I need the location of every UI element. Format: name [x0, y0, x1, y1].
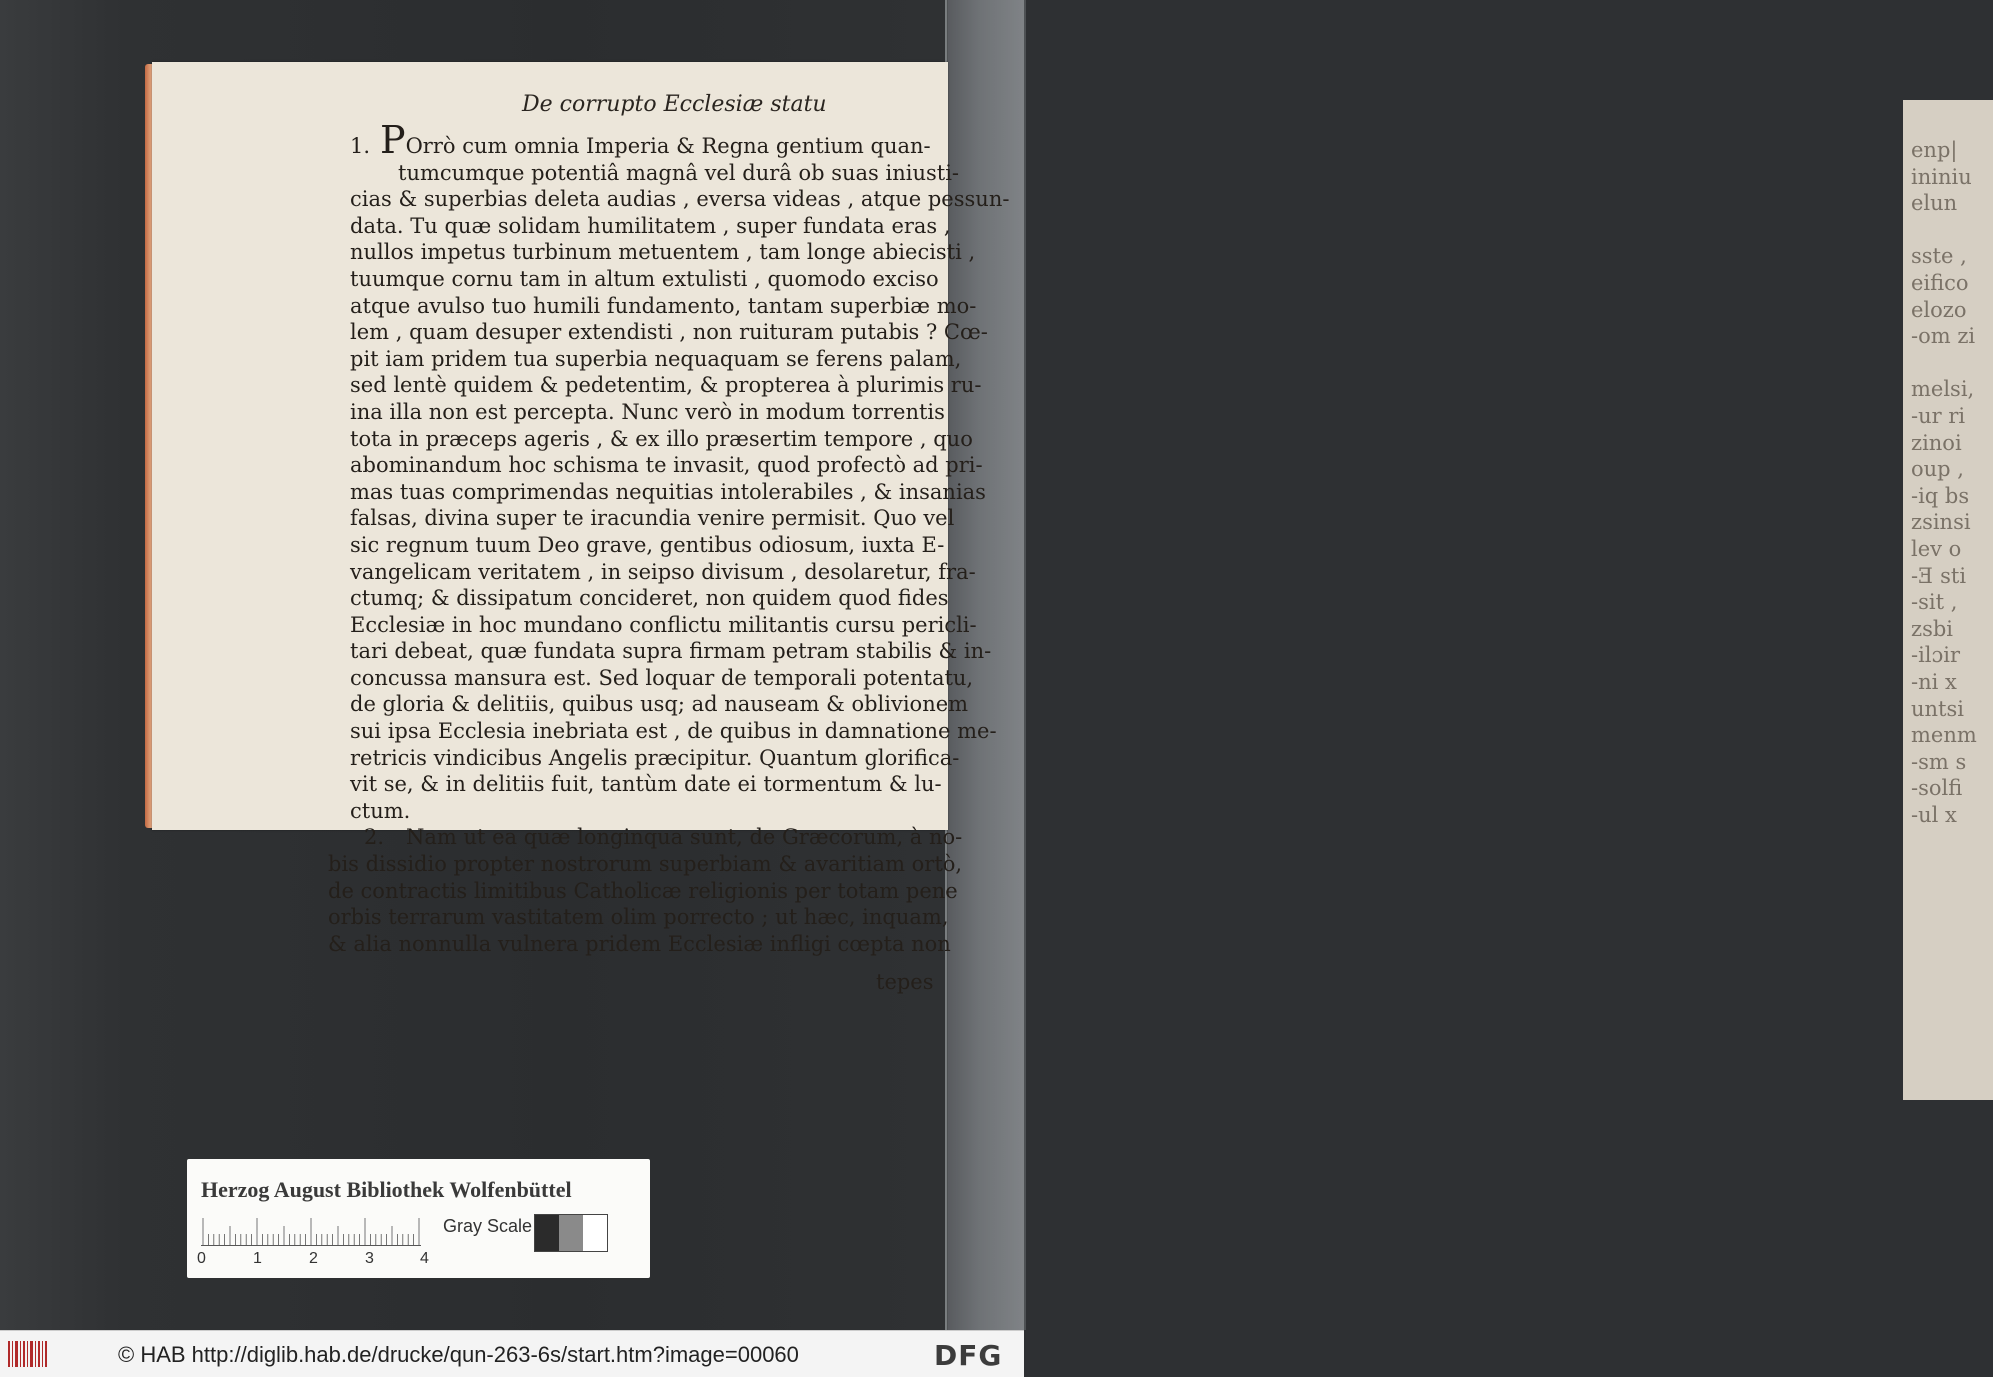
text-line: [350, 266, 950, 293]
text-line: [350, 452, 983, 479]
line-text: sic regnum tuum Deo grave, gentibus odiosum, iuxta E-: [350, 532, 945, 557]
ruler: [201, 1218, 421, 1246]
line-text: Nam ut ea quæ longinqua sunt, de Græcorum, à no-: [406, 825, 963, 850]
library-label-card: [187, 1159, 650, 1278]
ghost-text-line: -iq bs: [1911, 483, 1970, 508]
paragraph-number: 2.: [364, 825, 385, 850]
ghost-text-line: -ul x: [1911, 803, 1957, 827]
text-line: [350, 293, 977, 320]
ghost-text-line: -ni x: [1911, 670, 1957, 694]
line-text: tumcumque potentiâ magnâ vel durâ ob suas iniusti-: [398, 160, 960, 185]
text-line: [350, 186, 1010, 213]
text-line: [350, 824, 963, 851]
dfg-logo: DFG: [934, 1339, 1003, 1372]
catchword: tepes: [876, 970, 934, 994]
ghost-text-line: -sit ,: [1911, 590, 1958, 615]
text-line: [350, 160, 960, 187]
text-line: [350, 399, 950, 426]
line-text: ctumq; & dissipatum concideret, non quidem quod fides: [350, 586, 949, 611]
line-text: tota in præceps ageris , & ex illo præsertim tempore , quo: [350, 426, 973, 451]
swatch-light: [583, 1215, 607, 1251]
viewer-footer: [0, 1330, 1024, 1377]
ghost-text-line: -ur ri: [1911, 404, 1966, 428]
line-text: bis dissidio propter nostrorum superbiam & avaritiam ortò,: [328, 852, 963, 877]
text-line: [328, 931, 950, 958]
ghost-text-line: elozo: [1911, 297, 1967, 322]
line-text: ctum.: [350, 798, 411, 823]
text-line: [350, 426, 973, 453]
ghost-text-line: sste ,: [1911, 244, 1967, 269]
ghost-text-line: zsbi: [1911, 616, 1953, 641]
line-text: concussa mansura est. Sed loquar de temporali potentatu,: [350, 665, 974, 690]
line-text: de contractis limitibus Catholicæ religionis per totam pene: [328, 878, 958, 903]
swatch-mid: [559, 1215, 583, 1251]
barcode-icon: [8, 1339, 48, 1369]
line-text: Ecclesiæ in hoc mundano conflictu militantis cursu pericli-: [350, 612, 977, 637]
ghost-text-line: untsi: [1911, 696, 1964, 721]
line-text: nullos impetus turbinum metuentem , tam longe abiecisti ,: [350, 240, 976, 265]
ghost-text-line: oup ,: [1911, 457, 1964, 482]
ghost-text-line: -om zi: [1911, 324, 1976, 349]
text-line: [350, 479, 986, 506]
line-text: ina illa non est percepta. Nunc verò in modum torrentis: [350, 399, 945, 424]
line-text: data. Tu quæ solidam humilitatem , super fundata eras ,: [350, 213, 951, 238]
ruler-number: 3: [365, 1250, 374, 1267]
text-line: [350, 585, 950, 612]
text-line: [350, 718, 997, 745]
text-line: [350, 691, 969, 718]
text-line: [350, 372, 982, 399]
line-text: pit iam pridem tua superbia nequaquam se ferens palam,: [350, 346, 962, 371]
line-text: orbis terrarum vastitatem olim porrecto ; ut hæc, inquam,: [328, 905, 949, 930]
line-text: & alia nonnulla vulnera pridem Ecclesiæ infligi cœpta non: [328, 931, 951, 956]
ghost-text-line: ininiu: [1911, 164, 1972, 189]
gray-scale-label: Gray Scale: [443, 1216, 533, 1236]
ghost-text-line: -sm s: [1911, 749, 1967, 774]
ghost-text-line: lev o: [1911, 537, 1962, 561]
ruler-number: 1: [253, 1250, 262, 1267]
line-text: sed lentè quidem & pedetentim, & propterea à plurimis ru-: [350, 373, 982, 398]
text-line: [350, 559, 976, 586]
ghost-text-line: zsinsi: [1911, 510, 1971, 535]
ghost-text-line: -solfi: [1911, 776, 1963, 801]
text-line: [350, 798, 950, 825]
running-head: De corrupto Ecclesiæ statu: [522, 92, 827, 117]
ruler-number: 0: [197, 1250, 206, 1267]
text-line: [350, 771, 950, 798]
page-text: [328, 118, 1010, 957]
ruler-number: 4: [420, 1250, 429, 1267]
line-text: falsas, divina super te iracundia venire permisit. Quo vel: [350, 506, 955, 531]
ghost-text-line: melsi,: [1911, 377, 1975, 402]
text-line: [350, 665, 974, 692]
drop-cap: P: [380, 118, 406, 162]
ghost-text-line: -ilɔir: [1911, 643, 1961, 668]
text-line: [328, 851, 963, 878]
text-line: [328, 904, 950, 931]
line-text: de gloria & delitiis, quibus usq; ad nauseam & oblivionem: [350, 692, 969, 717]
text-line: [350, 505, 955, 532]
ghost-text-line: zinoi: [1911, 430, 1962, 455]
text-line: [350, 118, 950, 162]
line-text: vit se, & in delitiis fuit, tantùm date ei tormentum & lu-: [350, 772, 942, 797]
ghost-text-line: enp|: [1911, 138, 1958, 162]
line-text: Orrò cum omnia Imperia & Regna gentium quan-: [405, 134, 931, 158]
line-text: lem , quam desuper extendisti , non ruituram putabis ? Cœ-: [350, 320, 988, 345]
line-text: sui ipsa Ecclesia inebriata est , de quibus in damnatione me-: [350, 719, 997, 744]
ghost-text-line: eifico: [1911, 271, 1969, 295]
copyright-url: © HAB http://diglib.hab.de/drucke/qun-263-6s/start.htm?image=00060: [118, 1342, 799, 1367]
text-line: [350, 532, 950, 559]
ghost-text-line: menm: [1911, 723, 1977, 748]
paragraph-2: [328, 824, 963, 957]
line-text: atque avulso tuo humili fundamento, tantam superbiæ mo-: [350, 293, 977, 318]
paragraph-1: [350, 118, 1010, 824]
text-line: [350, 745, 960, 772]
ruler-number: 2: [309, 1250, 318, 1267]
text-line: [350, 319, 988, 346]
line-text: abominandum hoc schisma te invasit, quod profectò ad pri-: [350, 453, 983, 478]
text-line: [350, 612, 977, 639]
line-text: cias & superbias deleta audias , eversa videas , atque pessun-: [350, 187, 1010, 212]
text-line: [350, 213, 950, 240]
line-text: mas tuas comprimendas nequitias intolerabiles , & insanias: [350, 479, 986, 504]
line-text: tari debeat, quæ fundata supra firmam petram stabilis & in-: [350, 639, 992, 664]
swatch-dark: [535, 1215, 559, 1251]
text-line: [350, 239, 976, 266]
text-line: [350, 638, 992, 665]
line-text: tuumque cornu tam in altum extulisti , quomodo exciso: [350, 266, 939, 291]
text-line: [350, 346, 962, 373]
paragraph-number: 1.: [350, 134, 371, 158]
line-text: vangelicam veritatem , in seipso divisum , desolaretur, fra-: [350, 559, 976, 584]
ghost-text-line: elun: [1911, 191, 1958, 216]
ghost-text-line: -Ǝ sti: [1911, 563, 1967, 588]
line-text: retricis vindicibus Angelis præcipitur. Quantum glorifica-: [350, 745, 960, 770]
text-line: [328, 878, 958, 905]
adjacent-page: [1903, 100, 1993, 1100]
library-name: Herzog August Bibliothek Wolfenbüttel: [201, 1177, 572, 1202]
gray-scale-swatches: [534, 1214, 608, 1252]
